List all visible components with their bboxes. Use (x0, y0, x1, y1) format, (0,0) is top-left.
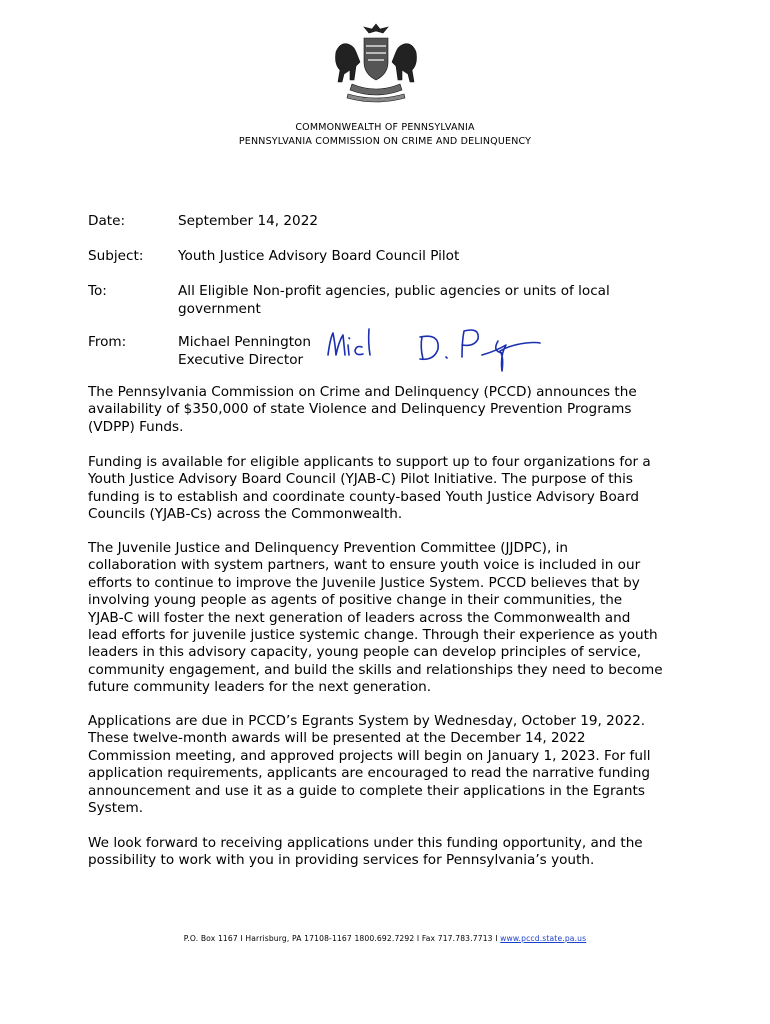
paragraph-4-line: application requirements, applicants are encouraged to read the narrative funding (88, 765, 651, 782)
paragraph-1-line: The Pennsylvania Commission on Crime and Delinquency (PCCD) announces the (88, 384, 637, 400)
agency-header (0, 121, 770, 149)
agency-header-line-1: COMMONWEALTH OF PENNSYLVANIA (295, 122, 475, 133)
paragraph-3-line: lead efforts for juvenile justice systemic change. Through their experience as youth (88, 627, 658, 644)
paragraph-3-line: future community leaders for the next generation. (88, 679, 432, 696)
to-value (178, 283, 688, 318)
agency-header-line-2: PENNSYLVANIA COMMISSION ON CRIME AND DELINQUENCY (238, 136, 532, 147)
paragraph-3-line: YJAB-C will foster the next generation of leaders across the Commonwealth and (88, 609, 631, 626)
footer-address: P.O. Box 1167 I Harrisburg, PA 17108-1167 1800.692.7292 I Fax 717.783.7713 I (183, 934, 501, 943)
paragraph-3 (88, 540, 688, 697)
paragraph-5 (88, 835, 688, 870)
paragraph-2-line: Funding is available for eligible applicants to support up to four organizations for a (88, 454, 651, 470)
memo-to-row (88, 283, 688, 319)
pennsylvania-seal-icon (328, 22, 424, 104)
paragraph-1-line: (VDPP) Funds. (88, 418, 184, 435)
paragraph-1 (88, 384, 688, 436)
paragraph-4-line: announcement and use it as a guide to complete their applications in the Egrants (88, 782, 645, 799)
paragraph-3-line: leaders in this advisory capacity, young people can develop principles of service, (88, 644, 642, 661)
paragraph-3-line: The Juvenile Justice and Delinquency Prevention Committee (JJDPC), in (88, 540, 569, 556)
paragraph-2-line: Councils (YJAB-Cs) across the Commonwealth. (88, 506, 403, 523)
paragraph-4-line: These twelve-month awards will be presented at the December 14, 2022 (88, 730, 586, 747)
paragraph-5-line: possibility to work with you in providing services for Pennsylvania’s youth. (88, 852, 595, 869)
to-label: To: (88, 283, 107, 299)
from-title: Executive Director (178, 351, 304, 368)
footer-website-link[interactable]: www.pccd.state.pa.us (500, 934, 587, 943)
paragraph-2 (88, 454, 688, 524)
paragraph-5-line: We look forward to receiving applications under this funding opportunity, and the (88, 835, 643, 851)
to-value-line-1: All Eligible Non-profit agencies, public agencies or units of local (178, 283, 610, 299)
from-name: Michael Pennington (178, 334, 311, 350)
paragraph-4-line: Commission meeting, and approved projects will begin on January 1, 2023. For full (88, 747, 651, 764)
paragraph-3-line: efforts to continue to improve the Juvenile Justice System. PCCD believes that by (88, 574, 640, 591)
paragraph-3-line: involving young people as agents of positive change in their communities, the (88, 592, 623, 609)
paragraph-4-line: Applications are due in PCCD’s Egrants System by Wednesday, October 19, 2022. (88, 713, 646, 729)
paragraph-3-line: collaboration with system partners, want to ensure youth voice is included in our (88, 557, 641, 574)
signature-icon (322, 315, 544, 373)
date-value: September 14, 2022 (178, 213, 318, 229)
footer (0, 934, 770, 943)
paragraph-3-line: community engagement, and build the skills and relationships they need to become (88, 661, 663, 678)
paragraph-2-line: Youth Justice Advisory Board Council (YJAB-C) Pilot Initiative. The purpose of this (88, 471, 634, 488)
subject-label: Subject: (88, 248, 144, 264)
paragraph-4-line: System. (88, 800, 144, 817)
paragraph-1-line: availability of $350,000 of state Violence and Delinquency Prevention Programs (88, 401, 632, 418)
paragraph-2-line: funding is to establish and coordinate county-based Youth Justice Advisory Board (88, 488, 640, 505)
paragraph-4 (88, 713, 688, 817)
subject-value: Youth Justice Advisory Board Council Pilot (178, 248, 460, 264)
date-label: Date: (88, 213, 126, 229)
to-value-line-2: government (178, 300, 261, 317)
from-label: From: (88, 334, 127, 350)
